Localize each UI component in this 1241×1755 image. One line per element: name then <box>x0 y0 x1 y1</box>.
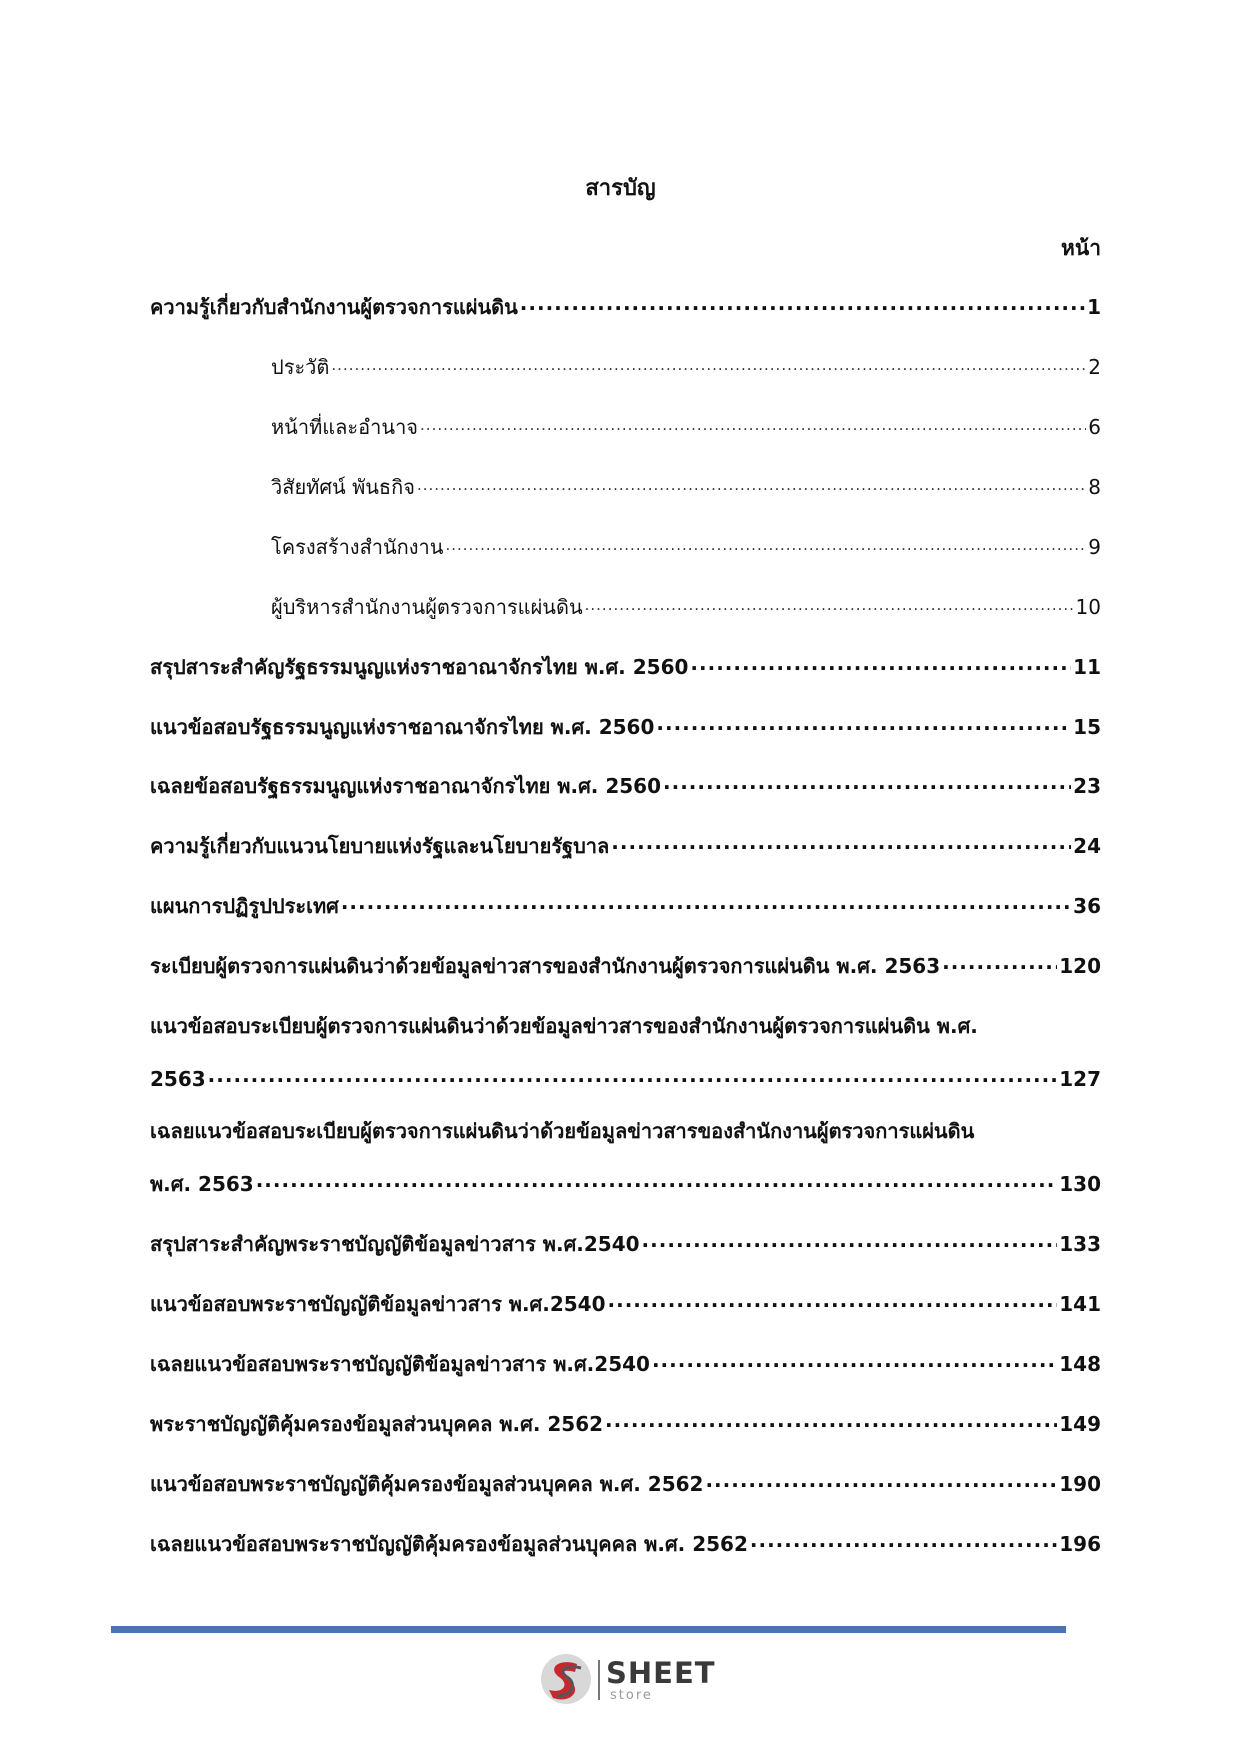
logo-subtitle: store <box>610 1688 653 1703</box>
toc-entry[interactable] <box>150 712 1101 742</box>
toc-entry-text: แนวข้อสอบพระราชบัญญัติข้อมูลข่าวสาร พ.ศ.2540 <box>150 1292 606 1316</box>
toc-subentry[interactable] <box>150 592 1101 622</box>
toc-leader-dots <box>690 648 1071 678</box>
toc-leader-dots <box>208 1060 1058 1090</box>
toc-leader-dots <box>520 288 1085 318</box>
toc-leader-dots <box>642 1225 1058 1255</box>
page-column-header: หน้า <box>1061 236 1101 260</box>
toc-subentry[interactable] <box>150 412 1101 442</box>
toc-entry-page: 15 <box>1073 715 1101 739</box>
toc-leader-dots <box>331 348 1086 380</box>
toc-leader-dots <box>705 1465 1057 1495</box>
toc-entry-text: ผู้บริหารสำนักงานผู้ตรวจการแผ่นดิน <box>271 595 583 619</box>
toc-entry-page: 148 <box>1059 1352 1101 1376</box>
toc-entry[interactable] <box>150 1011 1101 1094</box>
toc-entry-page: 11 <box>1073 655 1101 679</box>
toc-entry-text: พ.ศ. 2563 <box>150 1172 254 1196</box>
toc-entry-page: 130 <box>1059 1172 1101 1196</box>
toc-entry-text: เฉลยแนวข้อสอบพระราชบัญญัติข้อมูลข่าวสาร พ.ศ.2540 <box>150 1352 650 1376</box>
toc-entry-page: 120 <box>1059 954 1101 978</box>
toc-entry-text: หน้าที่และอำนาจ <box>271 415 419 439</box>
toc-entry-text: แนวข้อสอบรัฐธรรมนูญแห่งราชอาณาจักรไทย พ.ศ. 2560 <box>150 715 655 739</box>
toc-subentry[interactable] <box>150 352 1101 382</box>
toc-entry[interactable] <box>150 1409 1101 1439</box>
toc-entry-text: พระราชบัญญัติคุ้มครองข้อมูลส่วนบุคคล พ.ศ. 2562 <box>150 1412 604 1436</box>
toc-entry-text-line1: แนวข้อสอบระเบียบผู้ตรวจการแผ่นดินว่าด้วยข้อมูลข่าวสารของสำนักงานผู้ตรวจการแผ่นดิน พ.ศ. <box>150 1014 978 1038</box>
toc-entry[interactable] <box>150 292 1101 322</box>
toc-entry-page: 149 <box>1059 1412 1101 1436</box>
toc-entry[interactable] <box>150 951 1101 981</box>
toc-entry[interactable] <box>150 652 1101 682</box>
toc-leader-dots <box>417 468 1086 500</box>
toc-entry-page: 133 <box>1059 1232 1101 1256</box>
toc-entry-text: ความรู้เกี่ยวกับสำนักงานผู้ตรวจการแผ่นดิน <box>150 295 518 319</box>
toc-entry-text: สรุปสาระสำคัญรัฐธรรมนูญแห่งราชอาณาจักรไทย พ.ศ. 2560 <box>150 655 689 679</box>
footer-rule <box>111 1626 1066 1633</box>
logo-separator <box>598 1660 600 1700</box>
toc-leader-dots <box>608 1285 1058 1315</box>
toc-entry-text: ความรู้เกี่ยวกับแนวนโยบายแห่งรัฐและนโยบายรัฐบาล <box>150 834 610 858</box>
page-title: สารบัญ <box>585 176 656 201</box>
toc-entry-text: ประวัติ <box>271 355 330 379</box>
toc-entry-text: เฉลยข้อสอบรัฐธรรมนูญแห่งราชอาณาจักรไทย พ.ศ. 2560 <box>150 774 662 798</box>
logo-name: SHEET <box>606 1656 716 1690</box>
toc-entry-page: 23 <box>1073 774 1101 798</box>
toc-leader-dots <box>750 1525 1057 1555</box>
toc-entry-text: 2563 <box>150 1067 206 1091</box>
toc-leader-dots <box>656 708 1071 738</box>
toc-entry-page: 8 <box>1088 475 1101 499</box>
toc-entry-text: ระเบียบผู้ตรวจการแผ่นดินว่าด้วยข้อมูลข่าวสารของสำนักงานผู้ตรวจการแผ่นดิน พ.ศ. 2563 <box>150 954 941 978</box>
toc-entry[interactable] <box>150 1349 1101 1379</box>
toc-leader-dots <box>585 588 1074 620</box>
toc-entry[interactable] <box>150 1529 1101 1559</box>
toc-subentry[interactable] <box>150 532 1101 562</box>
toc-entry-page: 196 <box>1059 1532 1101 1556</box>
toc-leader-dots <box>605 1405 1057 1435</box>
toc-entry-text: เฉลยแนวข้อสอบพระราชบัญญัติคุ้มครองข้อมูลส่วนบุคคล พ.ศ. 2562 <box>150 1532 748 1556</box>
toc-entry-page: 6 <box>1088 415 1101 439</box>
toc-entry-page: 9 <box>1088 535 1101 559</box>
toc-leader-dots <box>256 1165 1058 1195</box>
toc-entry-page: 127 <box>1059 1067 1101 1091</box>
toc-leader-dots <box>341 887 1071 917</box>
toc-leader-dots <box>420 408 1086 440</box>
toc-entry-text-line1: เฉลยแนวข้อสอบระเบียบผู้ตรวจการแผ่นดินว่าด้วยข้อมูลข่าวสารของสำนักงานผู้ตรวจการแผ่นดิน <box>150 1119 975 1143</box>
toc-entry-text: วิสัยทัศน์ พันธกิจ <box>271 475 415 499</box>
toc-leader-dots <box>445 528 1086 560</box>
toc-entry[interactable] <box>150 1229 1101 1259</box>
toc-leader-dots <box>652 1345 1057 1375</box>
toc-subentry[interactable] <box>150 472 1101 502</box>
toc-entry-text: แผนการปฏิรูปประเทศ <box>150 894 339 918</box>
toc-leader-dots <box>942 947 1057 977</box>
toc-entry-text: โครงสร้างสำนักงาน <box>271 535 444 559</box>
toc-entry-page: 2 <box>1088 355 1101 379</box>
toc-entry-page: 10 <box>1075 595 1101 619</box>
toc-entry-page: 190 <box>1059 1472 1101 1496</box>
toc-entry-text: แนวข้อสอบพระราชบัญญัติคุ้มครองข้อมูลส่วนบุคคล พ.ศ. 2562 <box>150 1472 704 1496</box>
toc-leader-dots <box>611 827 1071 857</box>
toc-entry[interactable] <box>150 891 1101 921</box>
toc-entry-text: สรุปสาระสำคัญพระราชบัญญัติข้อมูลข่าวสาร พ.ศ.2540 <box>150 1232 640 1256</box>
toc-entry[interactable] <box>150 831 1101 861</box>
toc-entry[interactable] <box>150 1116 1101 1199</box>
toc-entry[interactable] <box>150 771 1101 801</box>
toc-entry-page: 24 <box>1073 834 1101 858</box>
toc-entry-page: 36 <box>1073 894 1101 918</box>
toc-entry[interactable] <box>150 1469 1101 1499</box>
toc-entry[interactable] <box>150 1289 1101 1319</box>
toc-entry-page: 1 <box>1087 295 1101 319</box>
toc-leader-dots <box>663 767 1071 797</box>
toc-entry-page: 141 <box>1059 1292 1101 1316</box>
